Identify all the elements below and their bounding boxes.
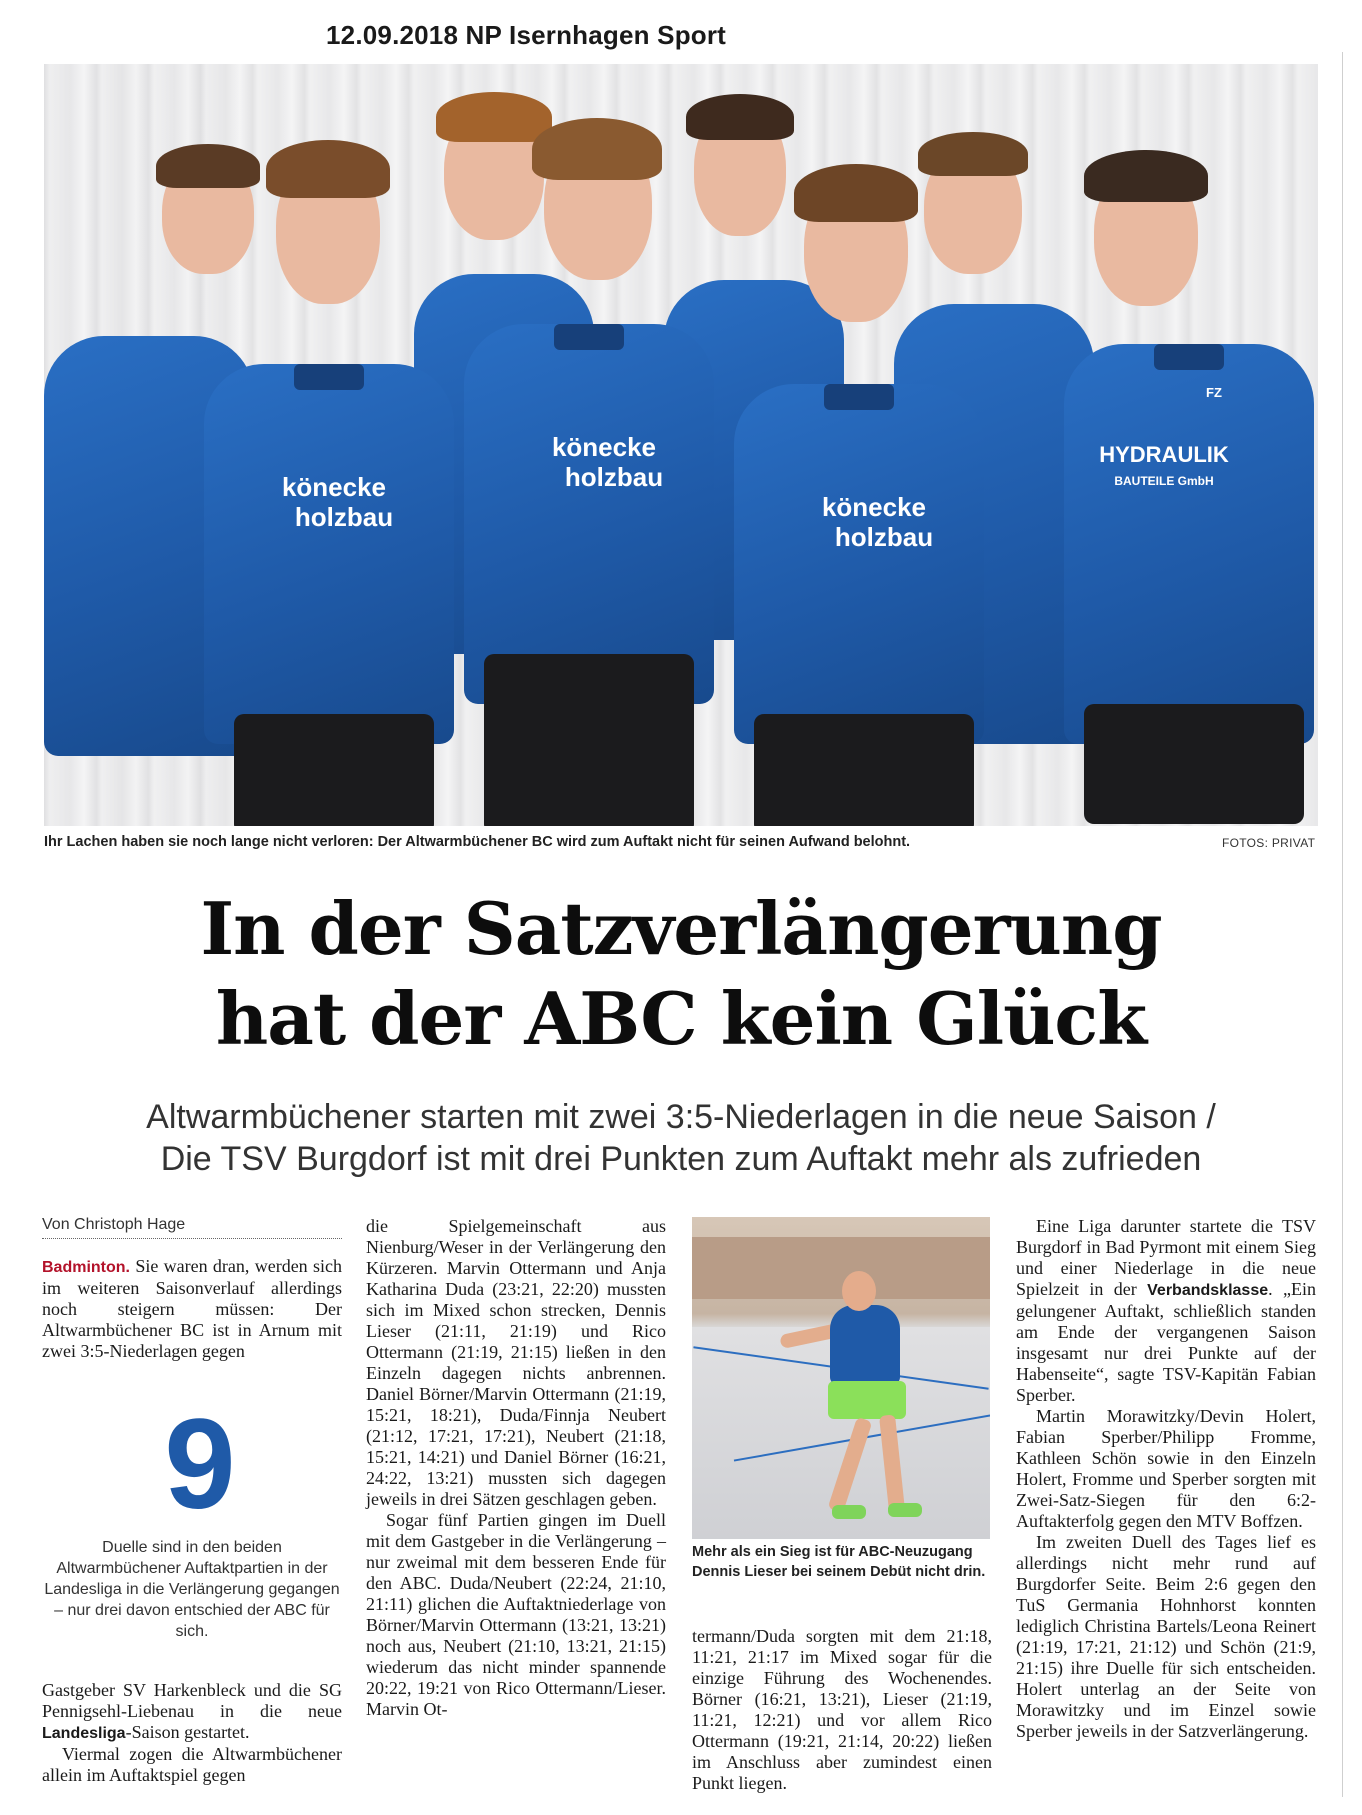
shirt-logo-text: FZ — [1206, 385, 1222, 400]
article-column-1 — [42, 1256, 342, 1362]
byline: Von Christoph Hage — [42, 1216, 342, 1239]
paragraph: Sogar fünf Partien gingen im Duell mit dem Gastgeber in die Verlängerung – nur zweimal mit dem besseren Ende für den ABC. Duda/Neubert (22:24, 21:10, 21:11) glichen die Auftaktniederlage von Börner/Marvin Ottermann (13:21, 13:21) noch aus, Neubert (21:10, 13:21, 21:15) wiederum das nicht minder spannende 20:22, 19:21 von Rico Ottermann/Lieser. Marvin Ot- — [366, 1510, 666, 1719]
bold-term: Verbandsklasse — [1147, 1282, 1269, 1299]
shirt-logo-text: holzbau — [834, 522, 934, 552]
player-photo-caption: Mehr als ein Sieg ist für ABC-Neuzugang Dennis Lieser bei seinem Debüt nicht drin. — [692, 1544, 986, 1580]
paragraph: Viermal zogen die Altwarmbüchener allein im Auftaktspiel gegen — [42, 1744, 342, 1785]
article-column-3 — [692, 1626, 992, 1794]
shirt-logo-text: könecke — [551, 432, 657, 462]
subheadline-line-2: Die TSV Burgdorf ist mit drei Punkten zum Auftakt mehr als zufrieden — [160, 1140, 1202, 1178]
paragraph: termann/Duda sorgten mit dem 21:18, 11:21, 21:17 im Mixed sogar für die einzige Führung des Wochenendes. Börner (16:21, 13:21), Lieser (21:19, 11:21, 12:21) und vor allem Rico Ottermann (19:21, 21:14, 20:22) ließen im Anschluss aber zumindest einen Punkt liegen. — [692, 1626, 992, 1793]
photo-caption: Ihr Lachen haben sie noch lange nicht verloren: Der Altwarmbüchener BC wird zum Auftakt nicht für seinen Aufwand belohnt. — [44, 834, 911, 850]
paragraph: Sie waren dran, werden sich im weiteren Saisonverlauf allerdings noch steigern müssen: Der Altwarmbüchener BC ist in Arnum mit zwei 3:5-Niederlagen gegen — [42, 1256, 342, 1361]
shirt-logo-text: könecke — [821, 492, 927, 522]
bold-term: Landesliga — [42, 1725, 126, 1742]
fact-number: 9 — [164, 1393, 236, 1536]
headline — [60, 884, 1302, 1064]
paragraph: die Spielgemeinschaft aus Nienburg/Weser in der Verlängerung den Kürzeren. Marvin Ottermann und Anja Katharina Duda (23:21, 22:20) mussten sich im Mixed schon strecken, Dennis Lieser (21:11, 21:19) und Rico Ottermann (21:19, 21:15) ließen in den Einzeln dagegen nichts anbrennen. Daniel Börner/Marvin Ottermann (21:19, 15:21, 18:21), Duda/Finnja Neubert (21:12, 17:21, 17:21), Neubert (21:18, 15:21, 14:21) und Daniel Börner (16:21, 24:22, 13:21) mussten sich dagegen jeweils in drei Sätzen geschlagen geben. — [366, 1216, 666, 1509]
team-photo — [44, 64, 1318, 826]
subheadline — [60, 1096, 1302, 1180]
player-photo — [692, 1217, 990, 1539]
article-column-2 — [366, 1216, 666, 1720]
paragraph: Gastgeber SV Harkenbleck und die SG Pennigsehl-Liebenau in die neue — [42, 1680, 342, 1721]
masthead: 12.09.2018 NP Isernhagen Sport — [326, 20, 727, 50]
paragraph: Im zweiten Duell des Tages lief es allerdings nicht mehr rund auf Burgdorfer Seite. Beim 2:6 gegen den TuS Germania Hohnhorst konnten lediglich Christina Bartels/Leona Reinert (21:19, 17:21, 21:12) und Schön (21:9, 21:15) ihre Duelle für sich entscheiden. Holert unterlag an der Seite von Morawitzky und im Einzel sowie Sperber jeweils in der Satzverlängerung. — [1016, 1532, 1316, 1741]
headline-line-1: In der Satzverlängerung — [200, 886, 1162, 971]
shirt-logo-text: könecke — [281, 472, 387, 502]
paragraph: . „Ein gelungener Auftakt, schließlich standen am Ende der vergangenen Saison insgesamt nur drei Punkte auf der Habenseite“, sagte TSV-Kapitän Fabian Sperber. — [1016, 1279, 1316, 1405]
paragraph: -Saison gestartet. — [125, 1722, 250, 1742]
subheadline-line-1: Altwarmbüchener starten mit zwei 3:5-Niederlagen in die neue Saison / — [146, 1098, 1216, 1136]
kicker: Badminton. — [42, 1259, 130, 1276]
shirt-logo-text: holzbau — [564, 462, 664, 492]
photo-credit: FOTOS: PRIVAT — [1222, 836, 1316, 850]
paragraph: Eine Liga darunter startete die TSV Burgdorf in Bad Pyrmont mit einem Sieg und einer Niederlage in die neue Spielzeit in der — [1016, 1216, 1316, 1299]
column-rule — [1342, 52, 1343, 1797]
paragraph: Martin Morawitzky/Devin Holert, Fabian Sperber/Philipp Fromme, Kathleen Schön sowie in den Einzeln Holert, Fromme und Sperber sorgten mit Zwei-Satz-Siegen für den 6:2-Auftakterfolg gegen den MTV Boffzen. — [1016, 1406, 1316, 1531]
shirt-logo-text: BAUTEILE GmbH — [1114, 474, 1214, 488]
fact-text: Duelle sind in den beiden Altwarmbüchener Auftaktpartien in der Landesliga in die Verlängerung gegangen – nur drei davon entschied der ABC für sich. — [44, 1539, 340, 1640]
shirt-logo-text: holzbau — [294, 502, 394, 532]
article-column-4 — [1016, 1216, 1316, 1742]
shirt-logo-text: HYDRAULIK — [1099, 442, 1229, 467]
article-column-1-continued — [42, 1680, 342, 1786]
headline-line-2: hat der ABC kein Glück — [215, 976, 1147, 1061]
